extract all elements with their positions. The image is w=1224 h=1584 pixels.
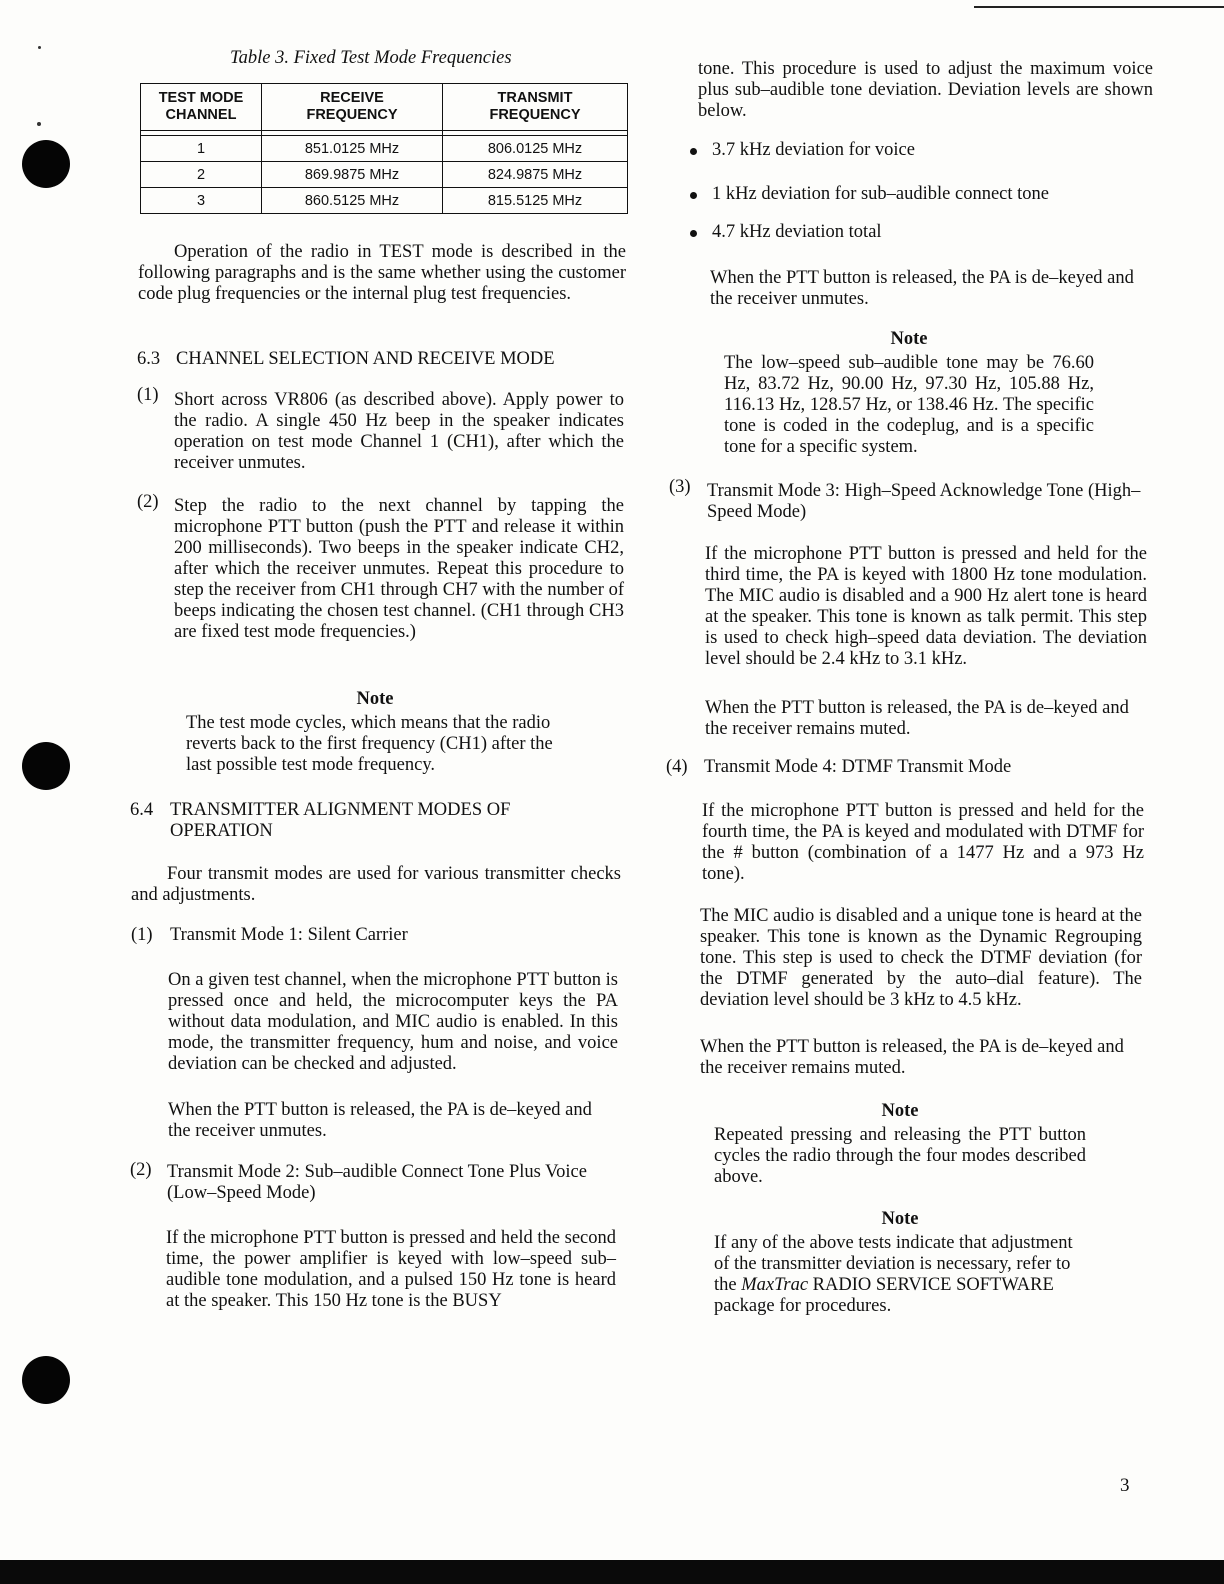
column-header: RECEIVE FREQUENCY: [262, 84, 443, 131]
bullet-item: [712, 222, 882, 243]
table-row: [141, 136, 628, 162]
table-caption: Table 3. Fixed Test Mode Frequencies: [230, 48, 512, 68]
paragraph: When the PTT button is released, the PA is de–keyed and the receiver unmutes.: [168, 1100, 592, 1141]
note-heading: Note: [881, 1101, 919, 1121]
paragraph: The MIC audio is disabled and a unique tone is heard at the speaker. This tone is known as the Dynamic Regrouping tone. This step is used to check the DTMF deviation (for the DTMF generated by the auto–dial feature). The deviation level should be 3 kHz to 4.5 kHz.: [700, 906, 1142, 1010]
note-text-part: RADIO SERVICE SOFTWARE package for procedures.: [714, 1275, 1054, 1316]
scan-speck: [37, 122, 41, 126]
binder-hole: [22, 140, 70, 188]
fixed-test-mode-frequencies-table: [140, 83, 628, 214]
table-cell: 806.0125 MHz: [443, 136, 628, 162]
paragraph: When the PTT button is released, the PA is de–keyed and the receiver unmutes.: [710, 268, 1134, 309]
note-text-part: If any of the above tests indicate that adjustment of the transmitter deviation is necessary, refer to the: [714, 1233, 1073, 1295]
table-cell: 824.9875 MHz: [443, 162, 628, 188]
note-heading: Note: [356, 689, 394, 709]
section-number: 6.4: [130, 800, 154, 820]
note-heading: Note: [890, 329, 928, 349]
bullet-text: 3.7 kHz deviation for voice: [712, 140, 915, 160]
section-heading: TRANSMITTER ALIGNMENT MODES OF OPERATION: [170, 800, 511, 841]
item-heading: Transmit Mode 3: High–Speed Acknowledge Tone (High–Speed Mode): [707, 481, 1141, 522]
item-number: (4): [666, 757, 688, 777]
item-number: (1): [137, 385, 159, 405]
column-header: TRANSMIT FREQUENCY: [443, 84, 628, 131]
item-heading: Transmit Mode 4: DTMF Transmit Mode: [704, 757, 1012, 777]
scan-bottom-edge: [0, 1560, 1224, 1584]
bullet-text: 4.7 kHz deviation total: [712, 222, 882, 242]
section-heading: CHANNEL SELECTION AND RECEIVE MODE: [176, 349, 555, 369]
note-text: [714, 1233, 1086, 1317]
table-row: [141, 188, 628, 214]
bullet-text: 1 kHz deviation for sub–audible connect tone: [712, 184, 1050, 204]
table-cell: 815.5125 MHz: [443, 188, 628, 214]
paragraph: When the PTT button is released, the PA is de–keyed and the receiver remains muted.: [700, 1037, 1124, 1078]
paragraph: When the PTT button is released, the PA is de–keyed and the receiver remains muted.: [705, 698, 1129, 739]
paragraph: If the microphone PTT button is pressed and held for the fourth time, the PA is keyed and modulated with DTMF for the # button (combination of a 1477 Hz and a 973 Hz tone).: [702, 801, 1144, 884]
table-cell: 869.9875 MHz: [262, 162, 443, 188]
item-heading: Transmit Mode 1: Silent Carrier: [170, 925, 408, 945]
note-text: The low–speed sub–audible tone may be 76.60 Hz, 83.72 Hz, 90.00 Hz, 97.30 Hz, 105.88 Hz, 116.13 Hz, 128.57 Hz, or 138.46 Hz. The specific tone is coded in the codeplug, and is a specific tone for a specific system.: [724, 353, 1094, 457]
intro-paragraph: Operation of the radio in TEST mode is described in the following paragraphs and is the same whether using the customer code plug frequencies or the internal plug test frequencies.: [138, 242, 626, 304]
bullet-icon: [690, 192, 697, 199]
table-cell: 860.5125 MHz: [262, 188, 443, 214]
binder-hole: [22, 742, 70, 790]
bullet-icon: [690, 230, 697, 237]
table-row: [141, 162, 628, 188]
table-cell: 1: [141, 136, 262, 162]
scan-edge-line: [974, 6, 1224, 8]
paragraph: If the microphone PTT button is pressed and held the second time, the power amplifier is keyed with low–speed sub–audible tone modulation, and a pulsed 150 Hz tone is heard at the speaker. This 150 Hz tone is the BUSY: [166, 1228, 616, 1311]
item-number: (1): [131, 925, 153, 945]
bullet-item: [712, 184, 1049, 205]
item-number: (2): [137, 492, 159, 512]
table-cell: 2: [141, 162, 262, 188]
item-number: (3): [669, 477, 691, 497]
note-text: Repeated pressing and releasing the PTT button cycles the radio through the four modes described above.: [714, 1125, 1086, 1187]
section-intro: Four transmit modes are used for various transmitter checks and adjustments.: [131, 864, 621, 905]
binder-hole: [22, 1356, 70, 1404]
scan-speck: [38, 46, 41, 49]
section-number: 6.3: [137, 349, 161, 369]
item-text: Short across VR806 (as described above). Apply power to the radio. A single 450 Hz beep in the speaker indicates operation on test mode Channel 1 (CH1), after which the receiver unmutes.: [174, 390, 624, 473]
table-cell: 3: [141, 188, 262, 214]
paragraph: On a given test channel, when the microphone PTT button is pressed once and held, the microcomputer keys the PA without data modulation, and MIC audio is enabled. In this mode, the transmitter frequency, hum and noise, and voice deviation can be checked and adjusted.: [168, 970, 618, 1074]
brand-name: MaxTrac: [741, 1275, 809, 1295]
note-heading: Note: [881, 1209, 919, 1229]
column-header: TEST MODE CHANNEL: [141, 84, 262, 131]
page-number: 3: [1120, 1475, 1130, 1496]
table-header-row: [141, 84, 628, 131]
paragraph: If the microphone PTT button is pressed and held for the third time, the PA is keyed with 1800 Hz tone modulation. The MIC audio is disabled and a 900 Hz alert tone is heard at the speaker. This tone is known as talk permit. This step is used to check high–speed data deviation. The deviation level should be 2.4 kHz to 3.1 kHz.: [705, 544, 1147, 669]
bullet-item: [712, 140, 915, 161]
table-cell: 851.0125 MHz: [262, 136, 443, 162]
item-number: (2): [130, 1160, 152, 1180]
item-heading: Transmit Mode 2: Sub–audible Connect Tone Plus Voice (Low–Speed Mode): [167, 1162, 587, 1203]
note-text: The test mode cycles, which means that the radio reverts back to the first frequency (CH1) after the last possible test mode frequency.: [186, 713, 553, 775]
item-text: Step the radio to the next channel by tapping the microphone PTT button (push the PTT and release it within 200 milliseconds). Two beeps in the speaker indicate CH2, after which the receiver unmutes. Repeat this procedure to step the receiver from CH1 through CH7 with the number of beeps indicating the chosen test channel. (CH1 through CH3 are fixed test mode frequencies.): [174, 496, 624, 642]
paragraph: tone. This procedure is used to adjust the maximum voice plus sub–audible tone deviation. Deviation levels are shown below.: [698, 59, 1153, 121]
bullet-icon: [690, 148, 697, 155]
